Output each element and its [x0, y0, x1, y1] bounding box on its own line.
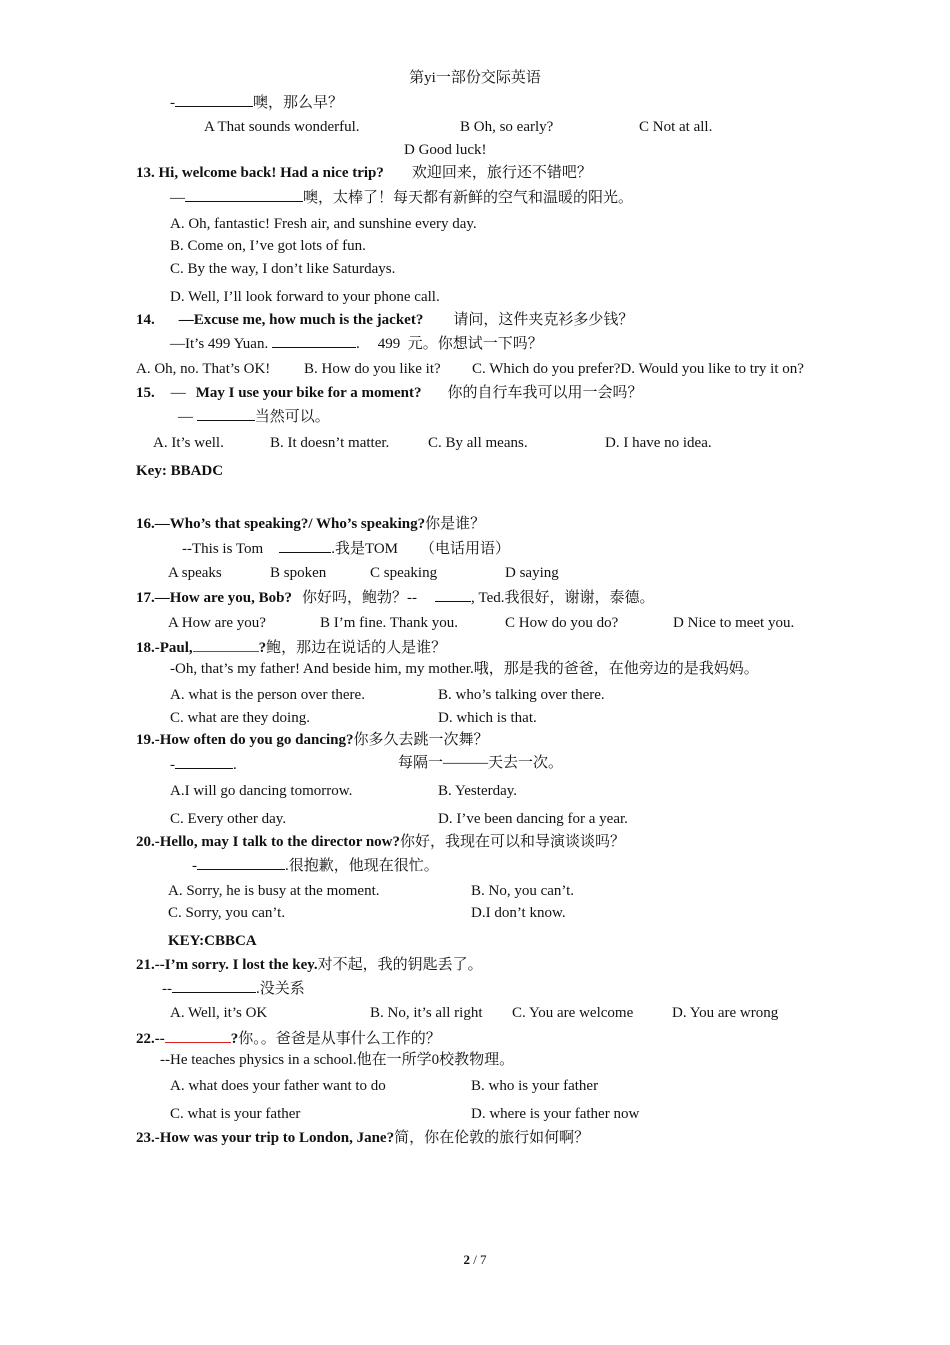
q16-option-c: C speaking [370, 565, 438, 581]
q18-option-a: A. what is the person over there. [170, 687, 365, 703]
q14-option-a: A. Oh, no. That’s OK! [136, 361, 271, 377]
q22-stem: 22.-- ?你。。爸爸是从事什么工作的？ [136, 1028, 441, 1048]
q12-option-c: C Not at all. [639, 119, 713, 135]
q17-option-c: C How do you do? [505, 615, 619, 631]
q15-option-a: A. It’s well. [153, 435, 224, 451]
q18-option-d: D. which is that. [438, 710, 537, 726]
q19-option-d: D. I’ve been dancing for a year. [438, 811, 628, 827]
q20-response: - .很抱歉，他现在很忙。 [192, 855, 439, 875]
q18-stem: 18.-Paul, ?鲍，那边在说话的人是谁？ [136, 637, 446, 657]
q13-stem: 13. Hi, welcome back! Had a nice trip? 欢迎回来，旅行还不错吧？ [136, 165, 592, 181]
answer-key: KEY:CBBCA [168, 933, 257, 949]
q19-option-a: A.I will go dancing tomorrow. [170, 783, 353, 799]
answer-blank [172, 978, 256, 993]
answer-blank [175, 754, 233, 769]
q19-option-c: C. Every other day. [170, 811, 287, 827]
q17-option-b: B I’m fine. Thank you. [320, 615, 459, 631]
q14-option-cd: C. Which do you prefer?D. Would you like to try it on? [472, 361, 804, 377]
answer-blank [279, 538, 331, 553]
q18-option-b: B. who’s talking over there. [438, 687, 605, 703]
q16-response: --This is Tom .我是TOM （电话用语） [182, 538, 510, 558]
q12-response: - 噢，那么早？ [170, 92, 343, 112]
q12-option-b: B Oh, so early? [460, 119, 554, 135]
answer-blank [193, 637, 259, 652]
q15-option-b: B. It doesn’t matter. [270, 435, 390, 451]
q21-option-b: B. No, it’s all right [370, 1005, 483, 1021]
answer-blank [175, 92, 253, 107]
q16-stem: 16.—Who’s that speaking?/ Who’s speaking?你是谁？ [136, 516, 486, 532]
q21-option-a: A. Well, it’s OK [170, 1005, 268, 1021]
q20-stem: 20.-Hello, may I talk to the director now?你好，我现在可以和导演谈谈吗？ [136, 834, 626, 850]
q15-option-d: D. I have no idea. [605, 435, 712, 451]
q22-option-c: C. what is your father [170, 1106, 301, 1122]
q17-stem: 17.—How are you, Bob? 你好吗，鲍勃？-- , Ted.我很好，谢谢，泰德。 [136, 587, 655, 607]
q19-stem: 19.-How often do you go dancing?你多久去跳一次舞？ [136, 732, 489, 748]
q18-response: -Oh, that’s my father! And beside him, my mother.哦，那是我的爸爸，在他旁边的是我妈妈。 [170, 661, 759, 677]
answer-blank [185, 187, 303, 202]
q13-option-b: B. Come on, I’ve got lots of fun. [170, 238, 366, 254]
answer-blank [197, 406, 255, 421]
q14-response: —It’s 499 Yuan. . 499 元。你想试一下吗？ [170, 333, 543, 353]
answer-blank [435, 587, 471, 602]
answer-blank [272, 333, 356, 348]
q13-response: — 噢，太棒了！每天都有新鲜的空气和温暖的阳光。 [170, 187, 633, 207]
q17-option-d: D Nice to meet you. [673, 615, 795, 631]
q20-option-b: B. No, you can’t. [471, 883, 575, 899]
q21-option-c: C. You are welcome [512, 1005, 634, 1021]
q14-option-b: B. How do you like it? [304, 361, 441, 377]
answer-key: Key: BBADC [136, 463, 224, 479]
answer-blank [165, 1028, 231, 1043]
q13-option-c: C. By the way, I don’t like Saturdays. [170, 261, 396, 277]
q16-option-b: B spoken [270, 565, 327, 581]
q19-response-cn: 每隔一———天去一次。 [398, 755, 564, 771]
q22-response: --He teaches physics in a school.他在一所学0校教物理。 [160, 1052, 515, 1068]
q16-option-d: D saying [505, 565, 559, 581]
q21-stem: 21.--I’m sorry. I lost the key.对不起，我的钥匙丢了。 [136, 957, 483, 973]
q16-option-a: A speaks [168, 565, 222, 581]
q21-option-d: D. You are wrong [672, 1005, 779, 1021]
q13-option-a: A. Oh, fantastic! Fresh air, and sunshine every day. [170, 216, 477, 232]
q20-option-c: C. Sorry, you can’t. [168, 905, 286, 921]
q22-option-a: A. what does your father want to do [170, 1078, 386, 1094]
q15-response: — 当然可以。 [178, 406, 330, 426]
q15-stem: 15. — May I use your bike for a moment? 你的自行车我可以用一会吗？ [136, 385, 643, 401]
q14-stem: 14. —Excuse me, how much is the jacket? 请问，这件夹克衫多少钱？ [136, 312, 634, 328]
q17-option-a: A How are you? [168, 615, 266, 631]
page-number: 2 / 7 [463, 1252, 487, 1267]
q12-option-a: A That sounds wonderful. [204, 119, 360, 135]
q22-option-b: B. who is your father [471, 1078, 599, 1094]
q15-option-c: C. By all means. [428, 435, 528, 451]
q20-option-a: A. Sorry, he is busy at the moment. [168, 883, 380, 899]
q19-response: - . [170, 754, 237, 774]
q21-response: -- .没关系 [162, 978, 305, 998]
q19-option-b: B. Yesterday. [438, 783, 518, 799]
page-header: 第yi一部份交际英语 [409, 70, 541, 86]
q12-option-d: D Good luck! [404, 142, 487, 158]
q18-option-c: C. what are they doing. [170, 710, 310, 726]
q23-stem: 23.-How was your trip to London, Jane?简，你在伦敦的旅行如何啊？ [136, 1130, 590, 1146]
q13-option-d: D. Well, I’ll look forward to your phone call. [170, 289, 440, 305]
answer-blank [197, 855, 285, 870]
q20-option-d: D.I don’t know. [471, 905, 566, 921]
q22-option-d: D. where is your father now [471, 1106, 640, 1122]
